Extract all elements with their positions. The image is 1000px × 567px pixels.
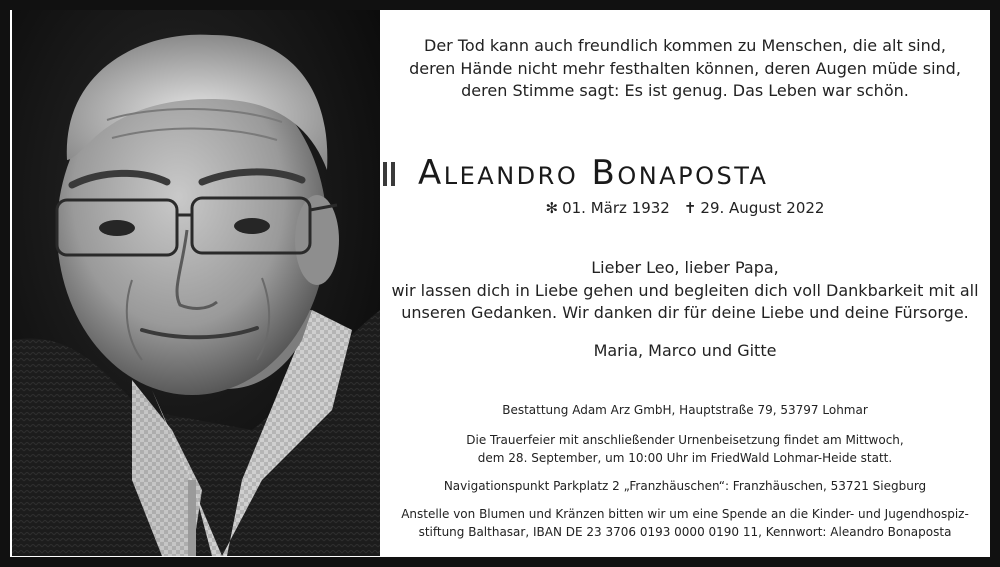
decorative-bars bbox=[383, 162, 397, 186]
poem-line: Der Tod kann auch freundlich kommen zu Menschen, die alt sind, bbox=[424, 36, 946, 55]
birth-date: 01. März 1932 bbox=[562, 199, 670, 217]
funeral-home bbox=[380, 402, 990, 420]
poem-line: deren Stimme sagt: Es ist genug. Das Leben war schön. bbox=[461, 81, 909, 100]
ceremony-info bbox=[380, 432, 990, 467]
death-date: 29. August 2022 bbox=[700, 199, 825, 217]
poem-line: deren Hände nicht mehr festhalten können, deren Augen müde sind, bbox=[409, 58, 961, 78]
death-cross-icon: ✝ bbox=[683, 199, 697, 217]
ceremony-line: dem 28. September, um 10:00 Uhr im FriedWald Lohmar-Heide statt. bbox=[477, 450, 893, 465]
obituary-text bbox=[380, 10, 990, 557]
message-line: Lieber Leo, lieber Papa, bbox=[591, 258, 779, 277]
ceremony-line: Die Trauerfeier mit anschließender Urnenbeisetzung findet am Mittwoch, bbox=[466, 433, 904, 447]
donation-line: stiftung Balthasar, IBAN DE 23 3706 0193 0000 0190 11, Kennwort: Aleandro Bonaposta bbox=[418, 524, 952, 539]
deceased-name: Aleandro Bonaposta bbox=[418, 153, 769, 193]
portrait-illustration bbox=[12, 10, 380, 556]
donation-info bbox=[380, 506, 990, 541]
portrait-photo bbox=[12, 10, 380, 556]
life-dates bbox=[380, 198, 990, 218]
funeral-home-text: Bestattung Adam Arz GmbH, Hauptstraße 79, 53797 Lohmar bbox=[502, 403, 868, 417]
message-line: unseren Gedanken. Wir danken dir für deine Liebe und deine Fürsorge. bbox=[401, 303, 969, 322]
navigation-info bbox=[380, 478, 990, 496]
donation-line: Anstelle von Blumen und Kränzen bitten wir um eine Spende an die Kinder- und Jugendhospiz- bbox=[401, 507, 969, 521]
family-message bbox=[380, 257, 990, 325]
navigation-text: Navigationspunkt Parkplatz 2 „Franzhäuschen“: Franzhäuschen, 53721 Siegburg bbox=[443, 479, 927, 493]
poem bbox=[380, 35, 990, 103]
family-signature: Maria, Marco und Gitte bbox=[593, 341, 777, 360]
birth-star-icon: ✻ bbox=[545, 199, 559, 217]
message-line: wir lassen dich in Liebe gehen und begleiten dich voll Dankbarkeit mit all bbox=[391, 280, 979, 300]
name-heading bbox=[380, 150, 990, 196]
